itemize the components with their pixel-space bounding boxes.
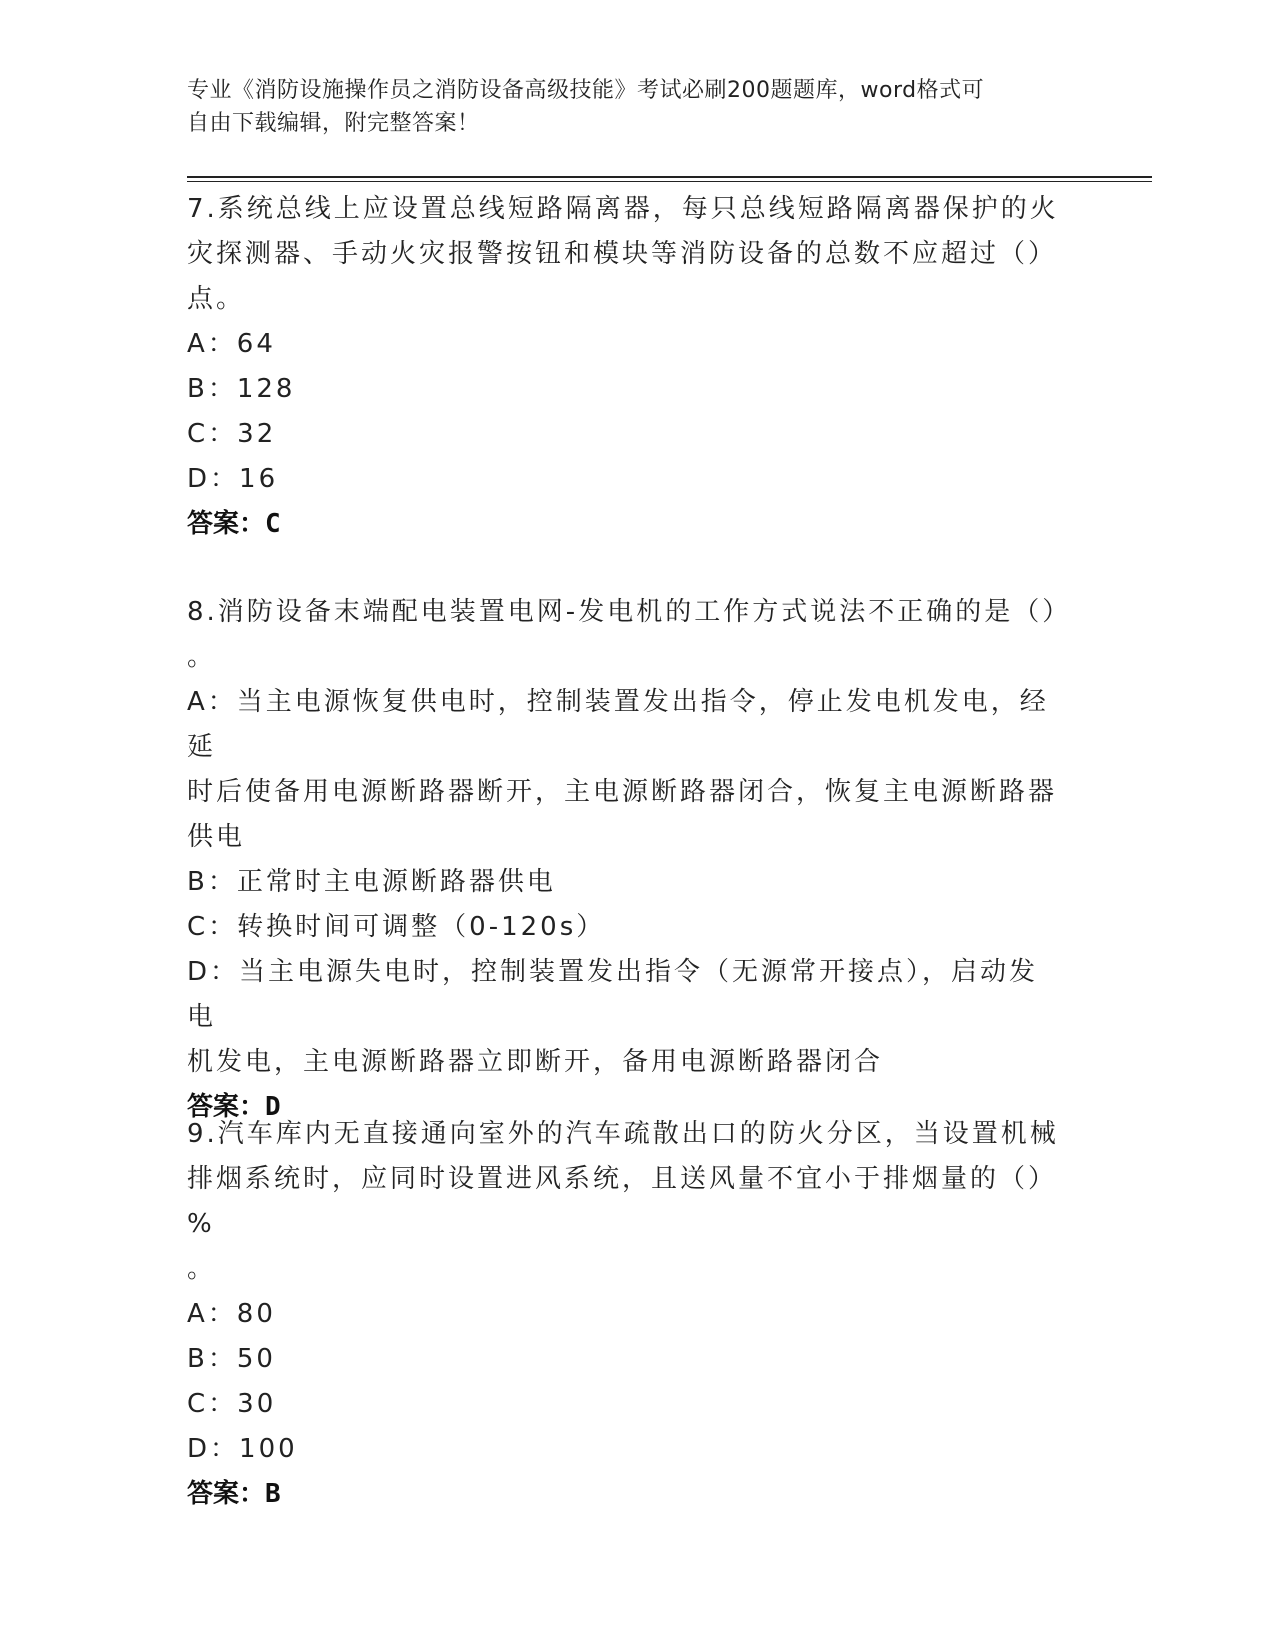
option-a: A：80: [187, 1299, 276, 1329]
question-8: [187, 590, 1072, 1130]
option-d: D：100: [187, 1434, 298, 1464]
answer: [187, 1472, 1067, 1517]
header-divider: [187, 176, 1152, 182]
option-a: A：64: [187, 329, 276, 359]
answer-label: 答案：: [187, 1092, 266, 1122]
option-b: B：50: [187, 1344, 276, 1374]
question-text-line: 灾探测器、手动火灾报警按钮和模块等消防设备的总数不应超过（）: [187, 239, 1058, 269]
question-text-line: 。: [187, 642, 217, 672]
header-line-2: 自由下载编辑，附完整答案！: [187, 111, 480, 136]
answer-value: D: [265, 1092, 281, 1122]
option-c: C：30: [187, 1389, 277, 1419]
question-7: [187, 187, 1067, 547]
answer-value: B: [265, 1479, 281, 1509]
answer: [187, 502, 1067, 547]
option-d-cont: 机发电，主电源断路器立即断开，备用电源断路器闭合: [187, 1047, 884, 1077]
answer-value: C: [265, 509, 281, 539]
option-c: C：32: [187, 419, 277, 449]
question-text-line: 排烟系统时，应同时设置进风系统，且送风量不宜小于排烟量的（）%: [187, 1164, 1058, 1239]
option-d: D：当主电源失电时，控制装置发出指令（无源常开接点），启动发电: [187, 957, 1039, 1032]
question-text-line: 9.汽车库内无直接通向室外的汽车疏散出口的防火分区，当设置机械: [187, 1119, 1059, 1149]
question-9: [187, 1112, 1067, 1517]
question-text-line: 8.消防设备末端配电装置电网-发电机的工作方式说法不正确的是（）: [187, 597, 1072, 627]
question-text-line: 。: [187, 1254, 217, 1284]
question-text-line: 7.系统总线上应设置总线短路隔离器，每只总线短路隔离器保护的火: [187, 194, 1059, 224]
option-d: D：16: [187, 464, 279, 494]
option-c: C：转换时间可调整（0-120s）: [187, 912, 606, 942]
document-header: [187, 74, 1067, 140]
option-a-cont: 供电: [187, 822, 246, 852]
question-text-line: 点。: [187, 284, 246, 314]
header-line-1: 专业《消防设施操作员之消防设备高级技能》考试必刷200题题库，word格式可: [187, 78, 985, 103]
option-a: A：当主电源恢复供电时，控制装置发出指令，停止发电机发电，经延: [187, 687, 1049, 762]
answer-label: 答案：: [187, 509, 266, 539]
option-a-cont: 时后使备用电源断路器断开，主电源断路器闭合，恢复主电源断路器: [187, 777, 1058, 807]
option-b: B：正常时主电源断路器供电: [187, 867, 556, 897]
answer-label: 答案：: [187, 1479, 266, 1509]
option-b: B：128: [187, 374, 296, 404]
